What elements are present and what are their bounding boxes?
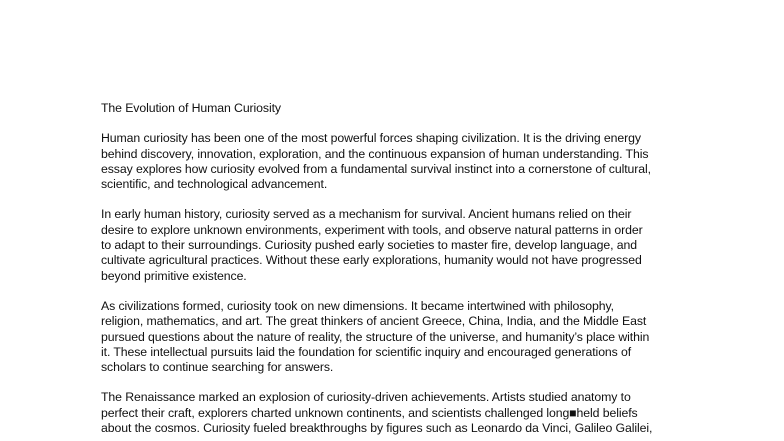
paragraph-line: pursued questions about the nature of reality, the structure of the universe, and humanity’s place within [101, 329, 650, 344]
paragraph-line: it. These intellectual pursuits laid the foundation for scientific inquiry and encouraged generations of [101, 344, 632, 359]
paragraph-line: In early human history, curiosity served as a mechanism for survival. Ancient humans relied on their [101, 207, 632, 222]
document-title: The Evolution of Human Curiosity [101, 101, 281, 115]
paragraph-line: beyond primitive existence. [101, 268, 247, 283]
paragraph-2 [101, 207, 701, 283]
paragraph-line: religion, mathematics, and art. The great thinkers of ancient Greece, China, India, and the Middle East [101, 314, 647, 329]
paragraph-3 [101, 299, 701, 375]
paragraph-line: Human curiosity has been one of the most powerful forces shaping civilization. It is the driving energy [101, 131, 641, 146]
paragraph-line: As civilizations formed, curiosity took on new dimensions. It became intertwined with philosophy, [101, 298, 614, 313]
paragraph-line: about the cosmos. Curiosity fueled breakthroughs by figures such as Leonardo da Vinci, Galileo Galilei, [101, 421, 653, 436]
paragraph-line: to adapt to their surroundings. Curiosity pushed early societies to master fire, develop language, and [101, 238, 637, 253]
paragraph-line: scientific, and technological advancement. [101, 177, 328, 192]
paragraph-line: The Renaissance marked an explosion of curiosity-driven achievements. Artists studied anatomy to [101, 390, 631, 405]
paragraph-1 [101, 131, 701, 192]
paragraph-line: perfect their craft, explorers charted unknown continents, and scientists challenged long■held beliefs [101, 405, 638, 420]
document-body [101, 101, 701, 441]
paragraph-line: desire to explore unknown environments, experiment with tools, and observe natural patterns in order [101, 222, 643, 237]
paragraph-line: behind discovery, innovation, exploration, and the continuous expansion of human understanding. This [101, 146, 649, 161]
paragraph-line: cultivate agricultural practices. Without these early explorations, humanity would not have progressed [101, 253, 642, 268]
paragraph-4 [101, 390, 701, 436]
paragraph-line: scholars to continue searching for answers. [101, 360, 334, 375]
paragraph-line: essay explores how curiosity evolved from a fundamental survival instinct into a cornerstone of cultural, [101, 161, 651, 176]
